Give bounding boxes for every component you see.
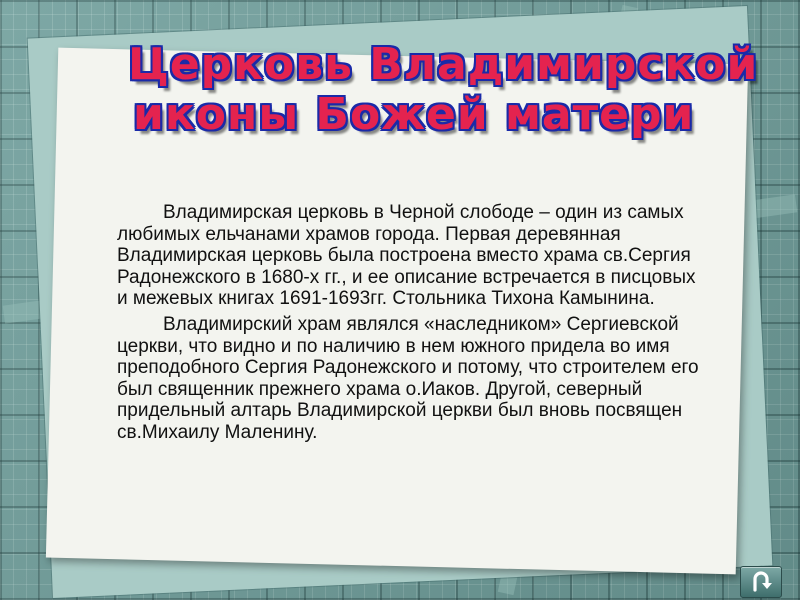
paragraph-1: Владимирская церковь в Черной слободе – один из самых любимых ельчанами храмов города. Первая деревянная Владимирская церковь была построена вместо храма св.Сергия Радонежского в 1680-х гг., и ее описание встречается в писцовых и межевых книгах 1691-1693гг. Стольника Тихона Камынина. [117,202,696,310]
paragraph-2: Владимирский храм являлся «наследником» Сергиевской церкви, что видно и по наличию в нем южного придела во имя преподобного Сергия Радонежского и потому, что строителем его был священник прежнего храма о.Иаков. Другой, северный придельный алтарь Владимирской церкви был вновь посвящен св.Михаилу Маленину. [117,313,699,443]
body-text [117,202,707,448]
title-line-1: Церковь Владимирской [128,39,759,90]
u-turn-arrow-icon [748,570,774,594]
slide-title [128,40,800,140]
title-line-2: иконы Божей матери [133,89,695,140]
return-button[interactable] [740,566,782,598]
